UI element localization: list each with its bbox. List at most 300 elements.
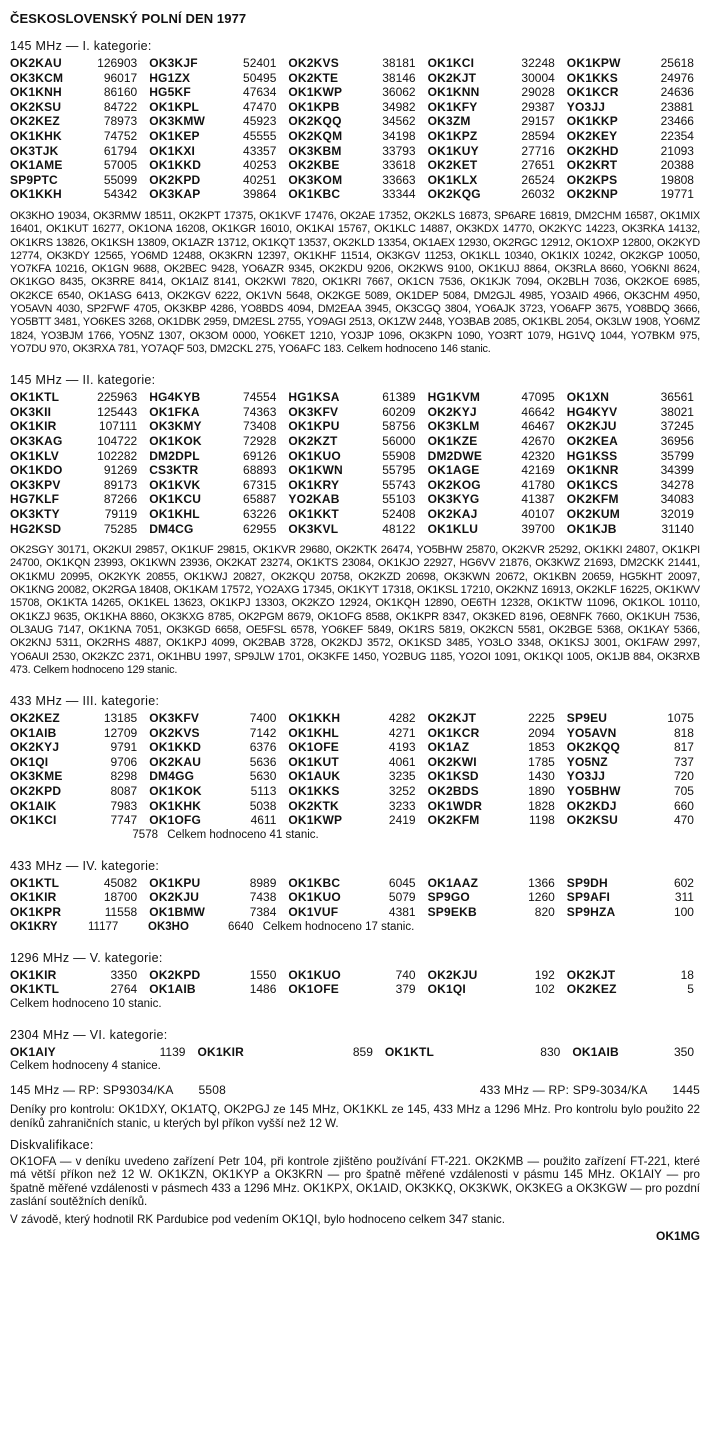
station-callsign: OK1AIB — [10, 725, 57, 740]
result-entry — [428, 905, 561, 920]
cat4-results-table — [10, 876, 700, 920]
station-score: 55103 — [382, 492, 416, 507]
cat2-column — [10, 390, 143, 536]
station-score: 5113 — [250, 784, 277, 799]
station-score: 34083 — [660, 492, 694, 507]
station-score: 27651 — [521, 158, 555, 173]
station-callsign: HG1ZX — [149, 70, 191, 85]
station-score: 37245 — [660, 419, 694, 434]
result-entry — [428, 449, 561, 464]
station-callsign: OK2KJU — [566, 419, 617, 434]
cat3-results-table — [10, 711, 700, 828]
station-score: 7983 — [110, 798, 138, 813]
station-callsign: OK2KWI — [427, 754, 477, 769]
result-entry — [149, 434, 282, 449]
cat6-column — [385, 1045, 566, 1060]
station-callsign: HG2KSD — [10, 521, 62, 536]
station-callsign: OK1KIR — [10, 967, 57, 982]
station-callsign: OK3KFV — [288, 404, 339, 419]
station-callsign: OK2BDS — [427, 784, 479, 799]
result-entry — [567, 769, 700, 784]
station-callsign: OK3KYG — [427, 492, 480, 507]
result-entry — [428, 405, 561, 420]
station-callsign: OK1XN — [566, 390, 610, 405]
result-entry — [428, 890, 561, 905]
station-score: 8298 — [110, 769, 138, 784]
result-entry — [149, 740, 282, 755]
station-callsign: OK2KPD — [10, 784, 62, 799]
cat6-column — [572, 1045, 700, 1060]
result-entry — [10, 405, 143, 420]
station-score: 6045 — [388, 875, 416, 890]
result-entry — [428, 114, 561, 129]
result-entry — [149, 522, 282, 537]
station-score: 45555 — [243, 128, 277, 143]
cat3-column — [288, 711, 421, 828]
station-score: 33663 — [382, 172, 416, 187]
station-callsign: OK1KKD — [149, 158, 202, 173]
station-score: 74752 — [103, 128, 138, 143]
result-entry — [428, 71, 561, 86]
station-score: 78973 — [103, 114, 138, 129]
station-callsign: OK2KSU — [566, 813, 619, 828]
result-entry — [10, 769, 143, 784]
result-entry — [288, 419, 421, 434]
station-callsign: OK3KAG — [10, 433, 63, 448]
station-callsign: OK1AIB — [149, 982, 196, 997]
station-score: 31140 — [661, 521, 694, 536]
station-callsign: OK1KTL — [384, 1044, 435, 1059]
station-callsign: OK1KTL — [10, 390, 60, 405]
result-entry — [149, 463, 282, 478]
station-score: 1260 — [528, 890, 555, 905]
result-entry — [428, 390, 561, 405]
result-entry — [288, 100, 421, 115]
station-callsign: OK2KJU — [427, 967, 478, 982]
station-score: 46642 — [521, 404, 555, 419]
cat4-column — [567, 876, 700, 920]
cat3-summary: Celkem hodnoceno 41 stanic. — [167, 828, 319, 841]
result-entry — [10, 71, 143, 86]
result-entry — [288, 405, 421, 420]
result-entry — [567, 187, 700, 202]
station-score: 74363 — [243, 404, 277, 419]
station-callsign: OK2KVS — [288, 56, 339, 70]
station-callsign: OK2KJT — [427, 711, 477, 726]
station-callsign: YO2KAB — [288, 492, 340, 507]
station-callsign: OK1KNH — [10, 85, 62, 100]
station-score: 2225 — [528, 711, 555, 726]
station-score: 86160 — [103, 85, 138, 100]
result-entry — [149, 799, 282, 814]
station-callsign: HG1KSA — [288, 390, 340, 405]
station-score: 125443 — [97, 404, 138, 419]
cat2-heading: 145 MHz — II. kategorie: — [10, 373, 156, 388]
station-score: 58756 — [382, 419, 416, 434]
station-score: 192 — [534, 967, 555, 982]
cat1-column — [149, 56, 282, 202]
station-score: 1828 — [528, 798, 555, 813]
station-callsign: OK2KAU — [10, 56, 62, 70]
rp-right-value: 1445 — [672, 1083, 700, 1098]
result-entry — [288, 507, 421, 522]
station-callsign: YO5NZ — [566, 754, 608, 769]
result-entry — [288, 740, 421, 755]
station-callsign: SP9PTC — [10, 172, 58, 187]
station-callsign: OK2KJT — [427, 70, 477, 85]
station-score: 830 — [540, 1044, 561, 1059]
station-score: 104722 — [97, 433, 138, 448]
author-signature: OK1MG — [655, 1228, 700, 1243]
station-callsign: OK3KMY — [149, 419, 202, 434]
station-callsign: OK1AME — [10, 158, 63, 173]
cat3-column — [149, 711, 282, 828]
station-score: 9706 — [110, 754, 138, 769]
station-callsign: OK1KEP — [149, 128, 200, 143]
station-callsign: OK1KPW — [566, 56, 621, 70]
station-callsign: OK3KMW — [149, 114, 206, 129]
station-score: 36561 — [660, 390, 694, 405]
station-callsign: OK2KEZ — [10, 711, 60, 726]
result-entry — [10, 711, 143, 726]
result-entry — [10, 876, 143, 891]
station-callsign: CS3KTR — [149, 463, 199, 478]
station-callsign: OK3KOM — [288, 172, 343, 187]
station-callsign: OK1OFE — [288, 740, 339, 755]
result-entry — [428, 982, 561, 997]
station-score: 602 — [673, 875, 694, 890]
station-score: 12709 — [103, 725, 138, 740]
station-callsign: SP9EU — [566, 711, 608, 726]
result-entry — [288, 905, 421, 920]
station-score: 225963 — [97, 390, 138, 405]
result-entry — [10, 187, 143, 202]
cat1-results-table — [10, 56, 700, 202]
result-entry — [288, 492, 421, 507]
result-entry — [567, 711, 700, 726]
result-entry — [149, 71, 282, 86]
result-entry — [288, 158, 421, 173]
cat5-summary: Celkem hodnoceno 10 stanic. — [10, 997, 162, 1010]
station-callsign: OK1AAZ — [427, 875, 479, 890]
cat1-column — [428, 56, 561, 202]
result-entry — [149, 726, 282, 741]
station-score: 69126 — [243, 448, 277, 463]
cat4-last-call2: OK3HO — [148, 920, 189, 933]
cat1-results-paragraph: OK3KHO 19034, OK3RMW 18511, OK2KPT 17375, OK1KVF 17476, OK2AE 17352, OK2KLS 16873, SP6ARE 16819, DM2CHM 16587, OK1MIX 16401, OK1KUT 16277, OK1ONA 16208, OK1KGR 16010, OK1KAI 15767, OK1KLC 14887, OK3KDX 14770, OK2KYC 14223, OK3RKA 14132, OK1KRS 13826, OK1KSH 13809, OK1AZR 13712, OK1KQT 13537, OK2KLD 13354, OK1AEX 12930, OK2RGC 12912, OK1OXP 12800, OK2KYD 12774, OK3KDY 12565, YO6MD 12488, OK3KRN 12397, OK1KHF 11514, OK3KGV 11253, OK1KLL 10340, OK1KIX 10242, OK2KGP 10050, YO7KFA 10216, OK1GN 9688, OK2BEC 9428, YO6AZR 9345, OK2KDU 9206, OK2KWS 9100, OK1KUJ 8864, OK3RLA 8660, YO6KNI 8624, OK1KGO 8435, OK3RRE 8414, OK1AIZ 8141, OK2KWI 7820, OK1KRI 7667, OK1CN 7536, OK1KJK 7094, OK2BLH 7036, OK2KOE 6985, OK2KCE 6540, OK1ASG 6413, OK2KGV 6222, OK1VN 5648, OK2KGE 5089, OK1DEP 5084, DM2GJL 4985, YO3AID 4966, OK3CHM 4950, YO5AVN 4030, SP2FWF 4705, OK3KBP 4286, YO8BDS 4094, DM2EAA 3945, OK3CGQ 3804, YO6AJK 3723, YO6AFP 3675, YO8BDQ 3666, YO5BTT 3481, YO6KES 3268, OK1DBK 2959, DM2ESL 2755, YO9AGI 2513, OK1ZW 2448, YO3BAB 2085, OK1KBL 2054, OK3LW 1908, YO6MZ 1824, YO3BJM 1766, YO5NZ 1307, OK3OM 0000, YO6KET 1210, YO3JP 1096, OK3KPN 1090, YO3RT 1079, HG1VQ 1044, YO7BKM 975, YO7DU 970, OK3RXA 781, YO7AQF 503, DM2CKL 275, YO6AFC 183. Celkem hodnoceno 146 stanic. — [10, 209, 700, 355]
cat1-column — [288, 56, 421, 202]
station-callsign: OK1KPU — [288, 419, 340, 434]
station-score: 39864 — [243, 187, 277, 202]
station-callsign: OK2KQQ — [288, 114, 342, 129]
station-score: 18700 — [103, 890, 138, 905]
station-score: 60209 — [382, 404, 416, 419]
result-entry — [288, 799, 421, 814]
cat5-column — [149, 968, 282, 997]
result-entry — [288, 449, 421, 464]
station-score: 55908 — [382, 448, 416, 463]
station-score: 46467 — [521, 419, 555, 434]
station-callsign: OK1KIR — [10, 890, 57, 905]
station-score: 1139 — [159, 1044, 186, 1059]
station-score: 23466 — [660, 114, 694, 129]
result-entry — [567, 507, 700, 522]
station-score: 26524 — [521, 172, 555, 187]
result-entry — [10, 726, 143, 741]
result-entry — [567, 449, 700, 464]
station-score: 73408 — [243, 419, 277, 434]
station-score: 720 — [673, 769, 694, 784]
station-score: 34982 — [382, 99, 416, 114]
result-entry — [567, 890, 700, 905]
station-callsign: OK1KWP — [288, 85, 343, 100]
cat4-column — [288, 876, 421, 920]
station-callsign: OK1KLU — [427, 521, 479, 536]
station-callsign: OK3KAP — [149, 187, 201, 202]
station-callsign: OK2KFM — [566, 492, 619, 507]
station-score: 27716 — [521, 143, 555, 158]
station-score: 5636 — [249, 754, 277, 769]
station-callsign: OK3TJK — [10, 143, 59, 158]
result-entry — [567, 463, 700, 478]
result-entry — [149, 56, 282, 71]
result-entry — [567, 100, 700, 115]
station-score: 3233 — [388, 798, 416, 813]
cat1-column — [567, 56, 700, 202]
result-entry — [10, 390, 143, 405]
cat4-last-value: 11177 — [88, 920, 119, 933]
result-entry — [288, 711, 421, 726]
station-score: 63226 — [243, 506, 277, 521]
result-entry — [10, 492, 143, 507]
station-callsign: OK2KET — [427, 158, 478, 173]
result-entry — [567, 144, 700, 159]
station-callsign: OK1KPR — [10, 905, 62, 920]
station-callsign: OK1KHK — [149, 798, 202, 813]
station-score: 13185 — [103, 711, 138, 726]
station-score: 79119 — [104, 506, 138, 521]
result-entry — [149, 449, 282, 464]
cat6-column — [10, 1045, 191, 1060]
station-score: 56000 — [382, 433, 416, 448]
result-entry — [10, 982, 143, 997]
station-score: 57005 — [103, 158, 138, 173]
station-score: 72928 — [243, 433, 277, 448]
station-score: 74554 — [243, 390, 277, 405]
station-score: 61389 — [382, 390, 416, 405]
result-entry — [567, 419, 700, 434]
station-score: 24976 — [660, 70, 694, 85]
result-entry — [567, 905, 700, 920]
station-callsign: OK1KPU — [149, 875, 201, 890]
result-entry — [567, 968, 700, 983]
station-callsign: OK2KQM — [288, 128, 343, 143]
result-entry — [149, 187, 282, 202]
result-entry — [10, 522, 143, 537]
cat2-results-paragraph: OK2SGY 30171, OK2KUI 29857, OK1KUF 29815, OK1KVR 29680, OK2KTK 26474, YO5BHW 25870, OK2KVR 25292, OK1KKI 24807, OK1KPI 24700, OK1KQN 23993, OK1KWN 23936, OK2KAT 23274, OK1KTS 23084, OK1KJO 22927, HG6VV 21876, OK3KWZ 21693, DM2CKK 21441, OK1KMU 20995, OK2KYK 20855, OK1KWJ 20827, OK2KQU 20758, OK2KZD 20698, OK3KWN 20672, OK1KBN 20659, HG5KHT 20097, OK1KNG 20082, OK2RGA 18408, OK1KAM 17572, YO2AXG 17345, OK1KYT 17318, OK1KSL 17210, OK2KNZ 16913, OK2KLF 16225, OK1KWV 15708, OK1KTA 14265, OK1KEL 13623, OK1KPJ 13303, OK2KZO 12924, OK1KQH 12890, OE6TH 12328, OK1KTW 11096, OK1KOL 10110, OK1KZJ 9635, OK1KHA 8860, OK3KXG 8785, OK2PGM 8679, OK1OFG 8588, OK1KPR 8347, OK3KED 8196, OE8NFK 7660, OK1KUH 7536, OL3AUG 7147, OK1KNA 7051, OK3KGD 6658, OE5FSL 6578, YO6KEF 5849, OK1RS 5819, OK2KCN 5581, OK2BGE 5368, OK1KAY 5366, OK2KNJ 5311, OK2RHS 4887, OK1KPJ 4099, OK2BAB 3728, OK2KDJ 3572, OK1KSD 3485, YO3LO 3348, OK1KSJ 3001, OK1FAW 2997, YO6AUI 2530, OK2KZC 2371, OK1HBU 1997, SP9JLW 1701, OK3KFE 1450, YO2BUG 1185, YO2OI 1091, OK1KQI 1005, OK1JB 884, OK3RXB 473. Celkem hodnoceno 129 stanic. — [10, 544, 700, 676]
cat6-summary: Celkem hodnoceny 4 stanice. — [10, 1060, 161, 1073]
station-callsign: OK1KDO — [10, 463, 63, 478]
result-entry — [428, 711, 561, 726]
station-score: 42670 — [521, 433, 555, 448]
station-score: 23881 — [660, 99, 694, 114]
station-score: 8989 — [249, 875, 277, 890]
station-score: 34399 — [660, 463, 694, 478]
result-entry — [149, 419, 282, 434]
result-entry — [428, 813, 561, 828]
station-score: 55099 — [103, 172, 138, 187]
cat3-column — [428, 711, 561, 828]
result-entry — [149, 478, 282, 493]
cat2-column — [567, 390, 700, 536]
station-score: 7142 — [249, 725, 277, 740]
result-entry — [10, 449, 143, 464]
result-entry — [288, 890, 421, 905]
station-score: 48122 — [382, 521, 416, 536]
cat3-last-value: 7578 — [132, 828, 158, 841]
station-score: 24636 — [660, 85, 694, 100]
station-callsign: OK1KSD — [427, 769, 479, 784]
station-score: 55743 — [382, 477, 416, 492]
result-entry — [10, 905, 143, 920]
cat3-column — [567, 711, 700, 828]
result-entry — [10, 755, 143, 770]
station-callsign: OK1AGE — [427, 463, 480, 478]
station-callsign: OK1KCR — [427, 725, 480, 740]
station-callsign: OK3KBM — [288, 143, 342, 158]
station-callsign: OK1KUT — [288, 754, 339, 769]
station-callsign: OK1KKD — [149, 740, 202, 755]
result-entry — [10, 158, 143, 173]
rp-results-line — [10, 1081, 700, 1099]
result-entry — [567, 85, 700, 100]
station-score: 42320 — [521, 448, 555, 463]
station-score: 1430 — [528, 769, 555, 784]
result-entry — [567, 813, 700, 828]
station-callsign: OK1KPB — [288, 99, 340, 114]
station-callsign: OK1KNN — [427, 85, 480, 100]
station-callsign: OK1KWP — [288, 813, 343, 828]
station-callsign: OK2KQG — [427, 187, 481, 202]
station-score: 11558 — [104, 905, 138, 920]
cat3-column — [10, 711, 143, 828]
result-entry — [149, 769, 282, 784]
cat5-column — [10, 968, 143, 997]
station-score: 84722 — [103, 99, 138, 114]
station-score: 42169 — [521, 463, 555, 478]
station-score: 21093 — [660, 143, 694, 158]
station-callsign: OK1KLV — [10, 448, 59, 463]
station-score: 19771 — [660, 187, 694, 202]
result-entry — [149, 85, 282, 100]
station-callsign: OK2KHD — [566, 143, 619, 158]
station-callsign: SP9DH — [566, 875, 608, 890]
station-callsign: OK3KFV — [149, 711, 200, 726]
result-entry — [149, 129, 282, 144]
station-score: 7400 — [249, 711, 277, 726]
result-entry — [567, 390, 700, 405]
station-callsign: OK1KKS — [566, 70, 619, 85]
station-callsign: OK2KEA — [566, 433, 619, 448]
station-score: 5038 — [249, 798, 277, 813]
station-score: 4381 — [388, 905, 416, 920]
station-callsign: OK1KUO — [288, 448, 341, 463]
result-entry — [572, 1045, 700, 1060]
station-callsign: OK1AIY — [10, 1044, 56, 1059]
result-entry — [10, 740, 143, 755]
result-entry — [428, 158, 561, 173]
result-entry — [10, 85, 143, 100]
station-callsign: OK2KPD — [149, 172, 201, 187]
result-entry — [149, 876, 282, 891]
station-callsign: OK2KYJ — [427, 404, 477, 419]
result-entry — [288, 813, 421, 828]
cat5-column — [428, 968, 561, 997]
result-entry — [10, 144, 143, 159]
station-callsign: OK1KFY — [427, 99, 478, 114]
station-callsign: OK3KJF — [149, 56, 198, 70]
result-entry — [149, 968, 282, 983]
station-callsign: OK1KCS — [566, 477, 619, 492]
cat5-heading: 1296 MHz — V. kategorie: — [10, 950, 163, 965]
station-callsign: OK2KOG — [427, 477, 481, 492]
result-entry — [567, 740, 700, 755]
result-entry — [149, 144, 282, 159]
cat2-column — [149, 390, 282, 536]
station-score: 102 — [534, 982, 555, 997]
station-score: 19808 — [660, 172, 694, 187]
result-entry — [10, 419, 143, 434]
station-score: 32019 — [660, 506, 694, 521]
cat2-column — [428, 390, 561, 536]
station-score: 29387 — [521, 99, 555, 114]
station-callsign: OK2KQQ — [566, 740, 621, 755]
result-entry — [288, 784, 421, 799]
station-score: 43357 — [243, 143, 277, 158]
station-callsign: OK1KBC — [288, 187, 341, 202]
cat3-heading: 433 MHz — III. kategorie: — [10, 694, 160, 709]
result-entry — [10, 968, 143, 983]
station-score: 68893 — [243, 463, 277, 478]
result-entry — [567, 71, 700, 86]
station-callsign: YO3JJ — [566, 769, 606, 784]
station-score: 67315 — [243, 477, 277, 492]
result-entry — [149, 173, 282, 188]
result-entry — [567, 434, 700, 449]
station-score: 33344 — [382, 187, 416, 202]
cat4-summary-line — [10, 920, 700, 934]
station-callsign: OK1KUO — [288, 890, 341, 905]
result-entry — [567, 522, 700, 537]
station-score: 25618 — [660, 56, 694, 70]
station-callsign: OK1KKP — [566, 114, 619, 129]
result-entry — [567, 158, 700, 173]
cat4-last-call: OK1KRY — [10, 920, 58, 933]
station-score: 705 — [673, 784, 694, 799]
result-entry — [288, 726, 421, 741]
result-entry — [288, 85, 421, 100]
station-score: 34198 — [382, 128, 416, 143]
station-callsign: OK1KXI — [149, 143, 196, 158]
station-callsign: OK3KTY — [10, 506, 60, 521]
station-score: 470 — [673, 813, 694, 828]
station-score: 34278 — [660, 477, 694, 492]
cat4-heading: 433 MHz — IV. kategorie: — [10, 858, 160, 873]
station-score: 35799 — [660, 448, 694, 463]
station-score: 40251 — [243, 172, 277, 187]
station-score: 32248 — [521, 56, 555, 70]
station-score: 34562 — [382, 114, 416, 129]
